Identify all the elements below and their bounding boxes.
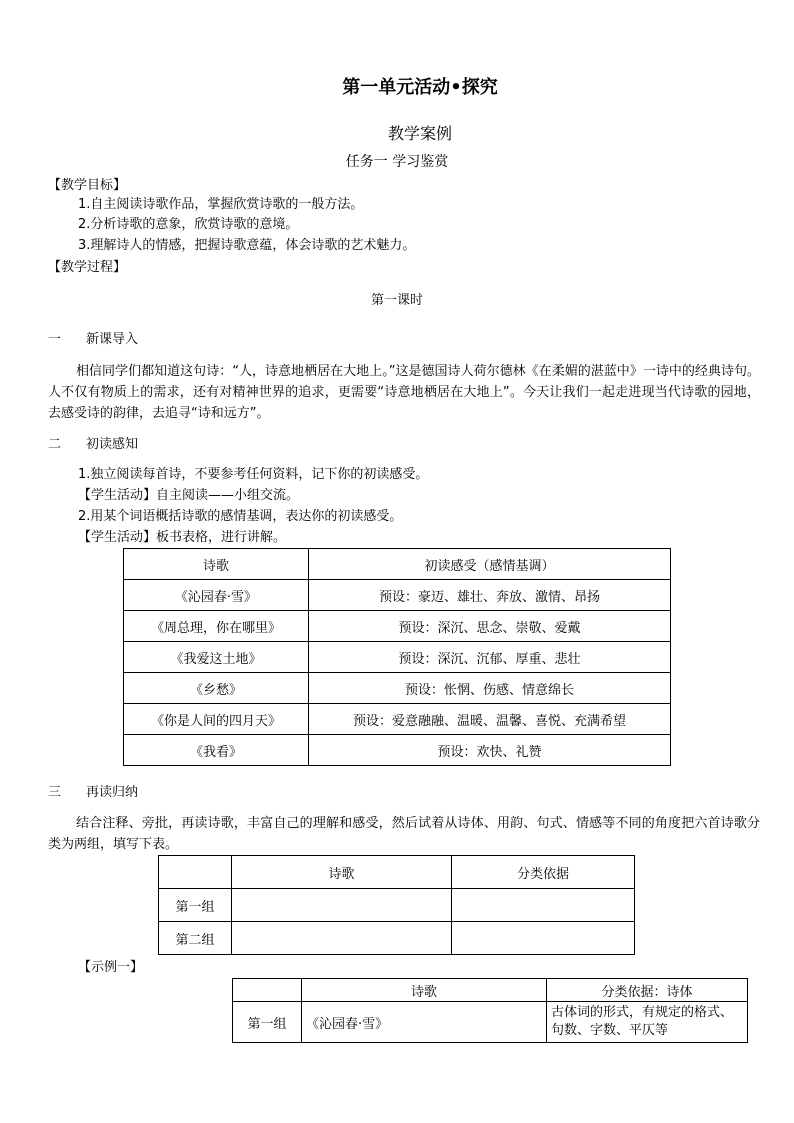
feeling-cell: 预设：深沉、沉郁、厚重、悲壮 <box>309 642 671 673</box>
regroup-paragraph: 结合注释、旁批，再读诗歌，丰富自己的理解和感受，然后试着从诗体、用韵、句式、情感等不同的角度把六首诗歌分类为两组，填写下表。 <box>48 816 760 852</box>
instruction-line: 1.独立阅读每首诗，不要参考任何资料，记下你的初读感受。 <box>78 467 429 482</box>
poem-cell: 《我看》 <box>124 735 309 766</box>
table-header-cell: 诗歌 <box>302 979 547 1002</box>
table-header-cell: 分类依据：诗体 <box>547 979 748 1002</box>
goals-heading: 【教学目标】 <box>48 178 127 193</box>
example-table <box>232 978 748 1043</box>
table-row <box>124 611 671 642</box>
activity-line: 【学生活动】自主阅读——小组交流。 <box>78 488 300 503</box>
feeling-cell: 预设：豪迈、雄壮、奔放、激情、昂扬 <box>309 580 671 611</box>
lesson-heading: 第一课时 <box>370 293 423 308</box>
section-number: 一 <box>48 332 62 347</box>
classification-table <box>158 855 635 955</box>
section-title: 再读归纳 <box>86 785 139 800</box>
poem-cell: 《我爱这土地》 <box>124 642 309 673</box>
feeling-cell: 预设：欢快、礼赞 <box>309 735 671 766</box>
table-header-row <box>159 856 635 889</box>
process-heading: 【教学过程】 <box>48 260 127 275</box>
table-row <box>124 704 671 735</box>
poem-cell: 《你是人间的四月天》 <box>124 704 309 735</box>
table-header-cell: 初读感受（感情基调） <box>309 549 671 580</box>
goal-item: 3.理解诗人的情感，把握诗歌意蕴，体会诗歌的艺术魅力。 <box>78 238 416 253</box>
feeling-cell: 预设：怅惘、伤感、情意绵长 <box>309 673 671 704</box>
table-row <box>124 735 671 766</box>
poem-cell <box>232 922 452 955</box>
criteria-cell <box>452 889 635 922</box>
poem-cell: 《周总理，你在哪里》 <box>124 611 309 642</box>
group-label-cell: 第一组 <box>159 889 232 922</box>
intro-paragraph: 相信同学们都知道这句诗：“人，诗意地栖居在大地上。”这是德国诗人荷尔德林《在柔媚的湛蓝中》一诗中的经典诗句。人不仅有物质上的需求，还有对精神世界的追求，更需要“诗意地栖居在大地上”。今天让我们一起走进现当代诗歌的园地，去感受诗的韵律，去追寻“诗和远方”。 <box>48 364 760 421</box>
table-row <box>233 1002 748 1043</box>
poem-cell: 《沁园春·雪》 <box>302 1002 547 1043</box>
task-heading: 任务一 学习鉴赏 <box>345 154 449 170</box>
instruction-line: 2.用某个词语概括诗歌的感情基调，表达你的初读感受。 <box>78 509 403 524</box>
table-header-cell: 诗歌 <box>124 549 309 580</box>
reading-feeling-table <box>123 548 671 766</box>
table-header-cell: 分类依据 <box>452 856 635 889</box>
criteria-cell <box>452 922 635 955</box>
section-title: 新课导入 <box>86 332 139 347</box>
page-subtitle: 教学案例 <box>387 124 452 143</box>
feeling-cell: 预设：深沉、思念、崇敬、爱戴 <box>309 611 671 642</box>
table-row <box>159 889 635 922</box>
activity-line: 【学生活动】板书表格，进行讲解。 <box>78 530 287 545</box>
group-label-cell: 第一组 <box>233 1002 302 1043</box>
table-row <box>124 642 671 673</box>
feeling-cell: 预设：爱意融融、温暖、温馨、喜悦、充满希望 <box>309 704 671 735</box>
criteria-cell: 古体词的形式，有规定的格式、句数、字数、平仄等 <box>547 1002 748 1043</box>
table-row <box>159 922 635 955</box>
table-header-cell: 诗歌 <box>232 856 452 889</box>
section-number: 二 <box>48 437 62 452</box>
table-row <box>124 673 671 704</box>
table-header-cell <box>159 856 232 889</box>
goal-item: 2.分析诗歌的意象，欣赏诗歌的意境。 <box>78 217 299 232</box>
goal-item: 1.自主阅读诗歌作品，掌握欣赏诗歌的一般方法。 <box>78 197 364 212</box>
table-header-row <box>233 979 748 1002</box>
example-heading: 【示例一】 <box>78 960 144 975</box>
table-header-cell <box>233 979 302 1002</box>
poem-cell: 《沁园春·雪》 <box>124 580 309 611</box>
page-title: 第一单元活动•探究 <box>342 77 498 98</box>
group-label-cell: 第二组 <box>159 922 232 955</box>
section-number: 三 <box>48 785 62 800</box>
poem-cell <box>232 889 452 922</box>
table-row <box>124 580 671 611</box>
section-title: 初读感知 <box>86 437 139 452</box>
poem-cell: 《乡愁》 <box>124 673 309 704</box>
table-header-row <box>124 549 671 580</box>
